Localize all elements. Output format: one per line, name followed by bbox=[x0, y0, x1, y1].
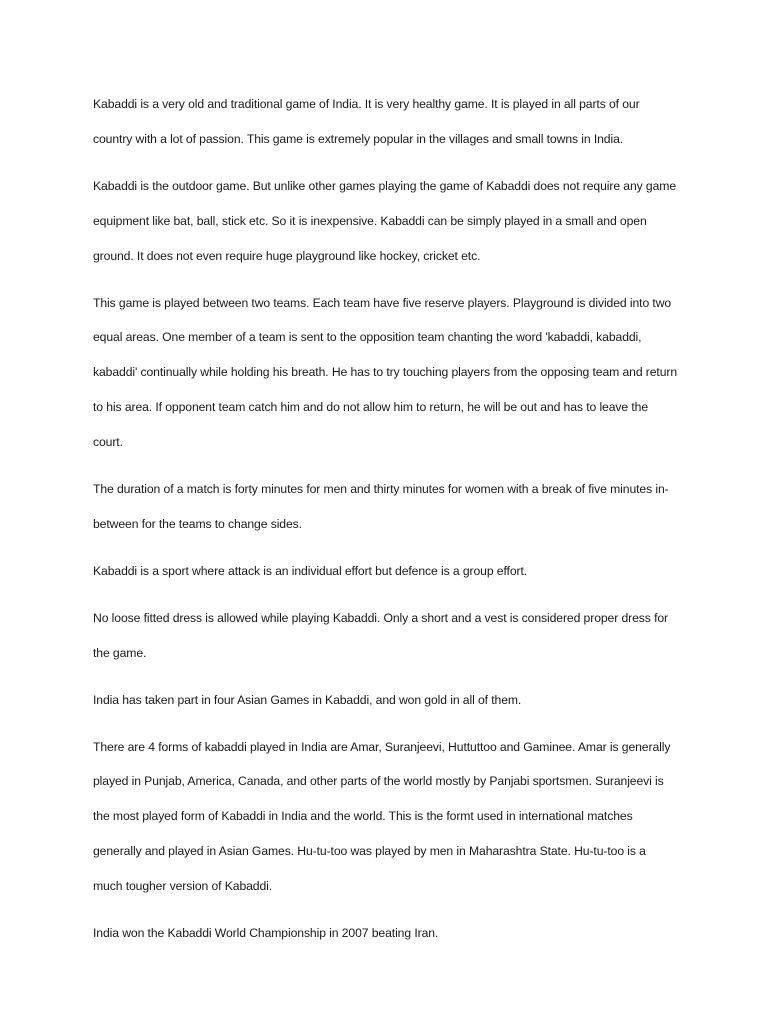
paragraph: India has taken part in four Asian Games in Kabaddi, and won gold in all of them. bbox=[93, 692, 522, 707]
paragraph: India won the Kabaddi World Championship in 2007 beating Iran. bbox=[93, 926, 439, 941]
paragraph: There are 4 forms of kabaddi played in India are Amar, Suranjeevi, Huttuttoo and Gaminee. Amar is generally played in Punjab, America, Canada, and other parts of the world mostly by Panjabi sportsmen. Suranjeevi is the most played form of Kabaddi in India and the world. This is the formt used in international matches generally and played in Asian Games. Hu-tu-too was played by men in Maharashtra State. Hu-tu-too is a much tougher version of Kabaddi. bbox=[93, 739, 671, 894]
paragraph: No loose fitted dress is allowed while playing Kabaddi. Only a short and a vest is considered proper dress for the game. bbox=[93, 610, 668, 660]
paragraph: Kabaddi is the outdoor game. But unlike other games playing the game of Kabaddi does not require any game equipment like bat, ball, stick etc. So it is inexpensive. Kabaddi can be simply played in a small and open ground. It does not even require huge playground like hockey, cricket etc. bbox=[93, 178, 677, 263]
paragraph: Kabaddi is a sport where attack is an individual effort but defence is a group effort. bbox=[93, 563, 528, 578]
paragraph: The duration of a match is forty minutes for men and thirty minutes for women with a break of five minutes in-between for the teams to change sides. bbox=[93, 482, 669, 531]
paragraph: Kabaddi is a very old and traditional game of India. It is very healthy game. It is played in all parts of our country with a lot of passion. This game is extremely popular in the villages and small towns in India. bbox=[93, 97, 640, 146]
paragraph: This game is played between two teams. Each team have five reserve players. Playground is divided into two equal areas. One member of a team is sent to the opposition team chanting the word 'kabaddi, kabaddi, kabaddi' continually while holding his breath. He has to try touching players from the opposing team and return to his area. If opponent team catch him and do not allow him to return, he will be out and has to leave the court. bbox=[93, 295, 678, 450]
document-body bbox=[93, 87, 678, 963]
